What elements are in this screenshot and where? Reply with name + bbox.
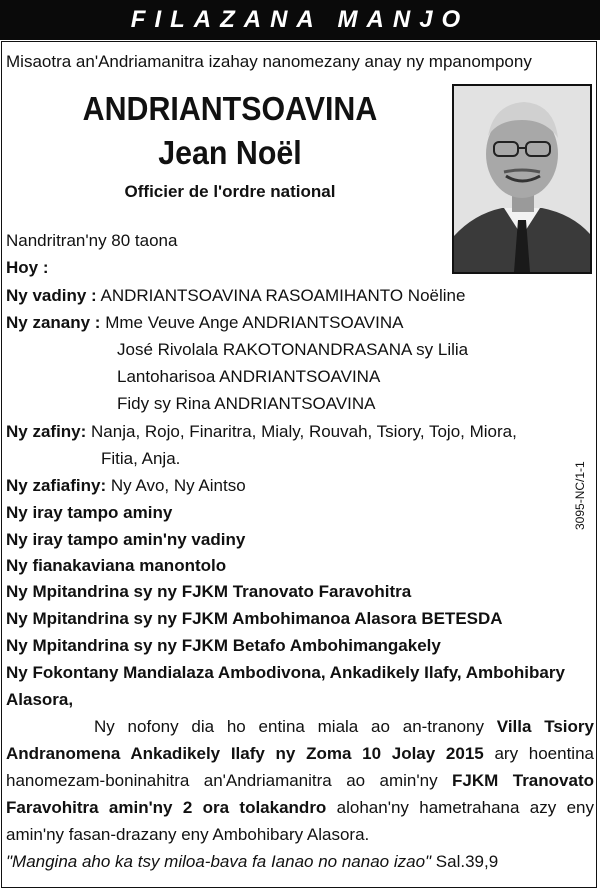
announcement-bold: FJKM Tranovato bbox=[452, 771, 594, 790]
spouse-line bbox=[6, 286, 465, 306]
child-name: Mme Veuve Ange ANDRIANTSOAVINA bbox=[105, 313, 404, 332]
grandchildren-names: Nanja, Rojo, Finaritra, Mialy, Rouvah, Tsiory, Tojo, Miora, bbox=[91, 422, 517, 441]
relation-line: Ny fianakaviana manontolo bbox=[6, 556, 227, 575]
announcement-bold: Villa Tsiory bbox=[496, 717, 594, 736]
relation-line: Ny iray tampo amin'ny vadiny bbox=[6, 530, 246, 549]
child-name: Fidy sy Rina ANDRIANTSOAVINA bbox=[117, 394, 376, 413]
quote-text: "Mangina aho ka tsy miloa-bava fa Ianao no nanao izao" bbox=[6, 852, 432, 871]
great-grandchildren-line bbox=[6, 476, 246, 496]
announcement-text: Ny nofony dia ho entina miala ao an-tranony bbox=[94, 717, 497, 736]
relation-line: Ny Mpitandrina sy ny FJKM Betafo Ambohimangakely bbox=[6, 636, 441, 655]
great-grandchildren-label: Ny zafiafiny: bbox=[6, 476, 107, 495]
quote-reference: Sal.39,9 bbox=[431, 852, 499, 871]
child-name: José Rivolala RAKOTONANDRASANA sy Lilia bbox=[117, 340, 469, 359]
relation-line: Ny iray tampo aminy bbox=[6, 503, 173, 522]
portrait-photo bbox=[452, 84, 592, 274]
announcement-text: hanomezam-boninahitra an'Andriamanitra ao amin'ny bbox=[6, 771, 453, 790]
announcement-line-3 bbox=[6, 771, 594, 791]
announcement-text: alohan'ny hametrahana azy eny bbox=[326, 798, 594, 817]
portrait-illustration bbox=[454, 86, 590, 272]
announcement-line-1 bbox=[6, 717, 594, 737]
announcement-line-2 bbox=[6, 744, 594, 764]
child-name: Lantoharisoa ANDRIANTSOAVINA bbox=[117, 367, 381, 386]
spouse-label: Ny vadiny : bbox=[6, 286, 97, 305]
announcement-text: ary hoentina bbox=[483, 744, 594, 763]
bible-quote bbox=[6, 852, 498, 872]
relation-line: Ny Mpitandrina sy ny FJKM Ambohimanoa Alasora BETESDA bbox=[6, 609, 503, 628]
age-line: Nandritran'ny 80 taona bbox=[6, 231, 178, 250]
deceased-given-name: Jean Noël bbox=[158, 134, 302, 171]
header-banner: FILAZANA MANJO bbox=[0, 0, 600, 40]
great-grandchildren-names: Ny Avo, Ny Aintso bbox=[110, 476, 246, 495]
deceased-title: Officier de l'ordre national bbox=[124, 182, 336, 201]
intro-text: Misaotra an'Andriamanitra izahay nanomezany anay ny mpanompony bbox=[6, 52, 532, 71]
announcement-bold: Faravohitra amin'ny 2 ora tolakandro bbox=[6, 798, 327, 817]
relation-line: Ny Mpitandrina sy ny FJKM Tranovato Faravohitra bbox=[6, 582, 412, 601]
grandchildren-label: Ny zafiny: bbox=[6, 422, 87, 441]
relation-line: Alasora, bbox=[6, 690, 74, 709]
hoy-label: Hoy : bbox=[6, 258, 49, 277]
spouse-name: ANDRIANTSOAVINA RASOAMIHANTO Noëline bbox=[100, 286, 466, 305]
relation-line: Ny Fokontany Mandialaza Ambodivona, Ankadikely Ilafy, Ambohibary bbox=[6, 663, 565, 682]
grandchildren-names-cont: Fitia, Anja. bbox=[101, 449, 181, 468]
announcement-bold: Andranomena Ankadikely Ilafy ny Zoma 10 Jolay 2015 bbox=[6, 744, 484, 763]
announcement-line-5: amin'ny fasan-drazany eny Ambohibary Alasora. bbox=[6, 825, 370, 844]
grandchildren-line bbox=[6, 422, 517, 442]
reference-code: 3095-NC/1-1 bbox=[573, 461, 587, 530]
deceased-surname: ANDRIANTSOAVINA bbox=[82, 90, 378, 127]
children-label: Ny zanany : bbox=[6, 313, 101, 332]
children-line bbox=[6, 313, 403, 333]
announcement-line-4 bbox=[6, 798, 594, 818]
